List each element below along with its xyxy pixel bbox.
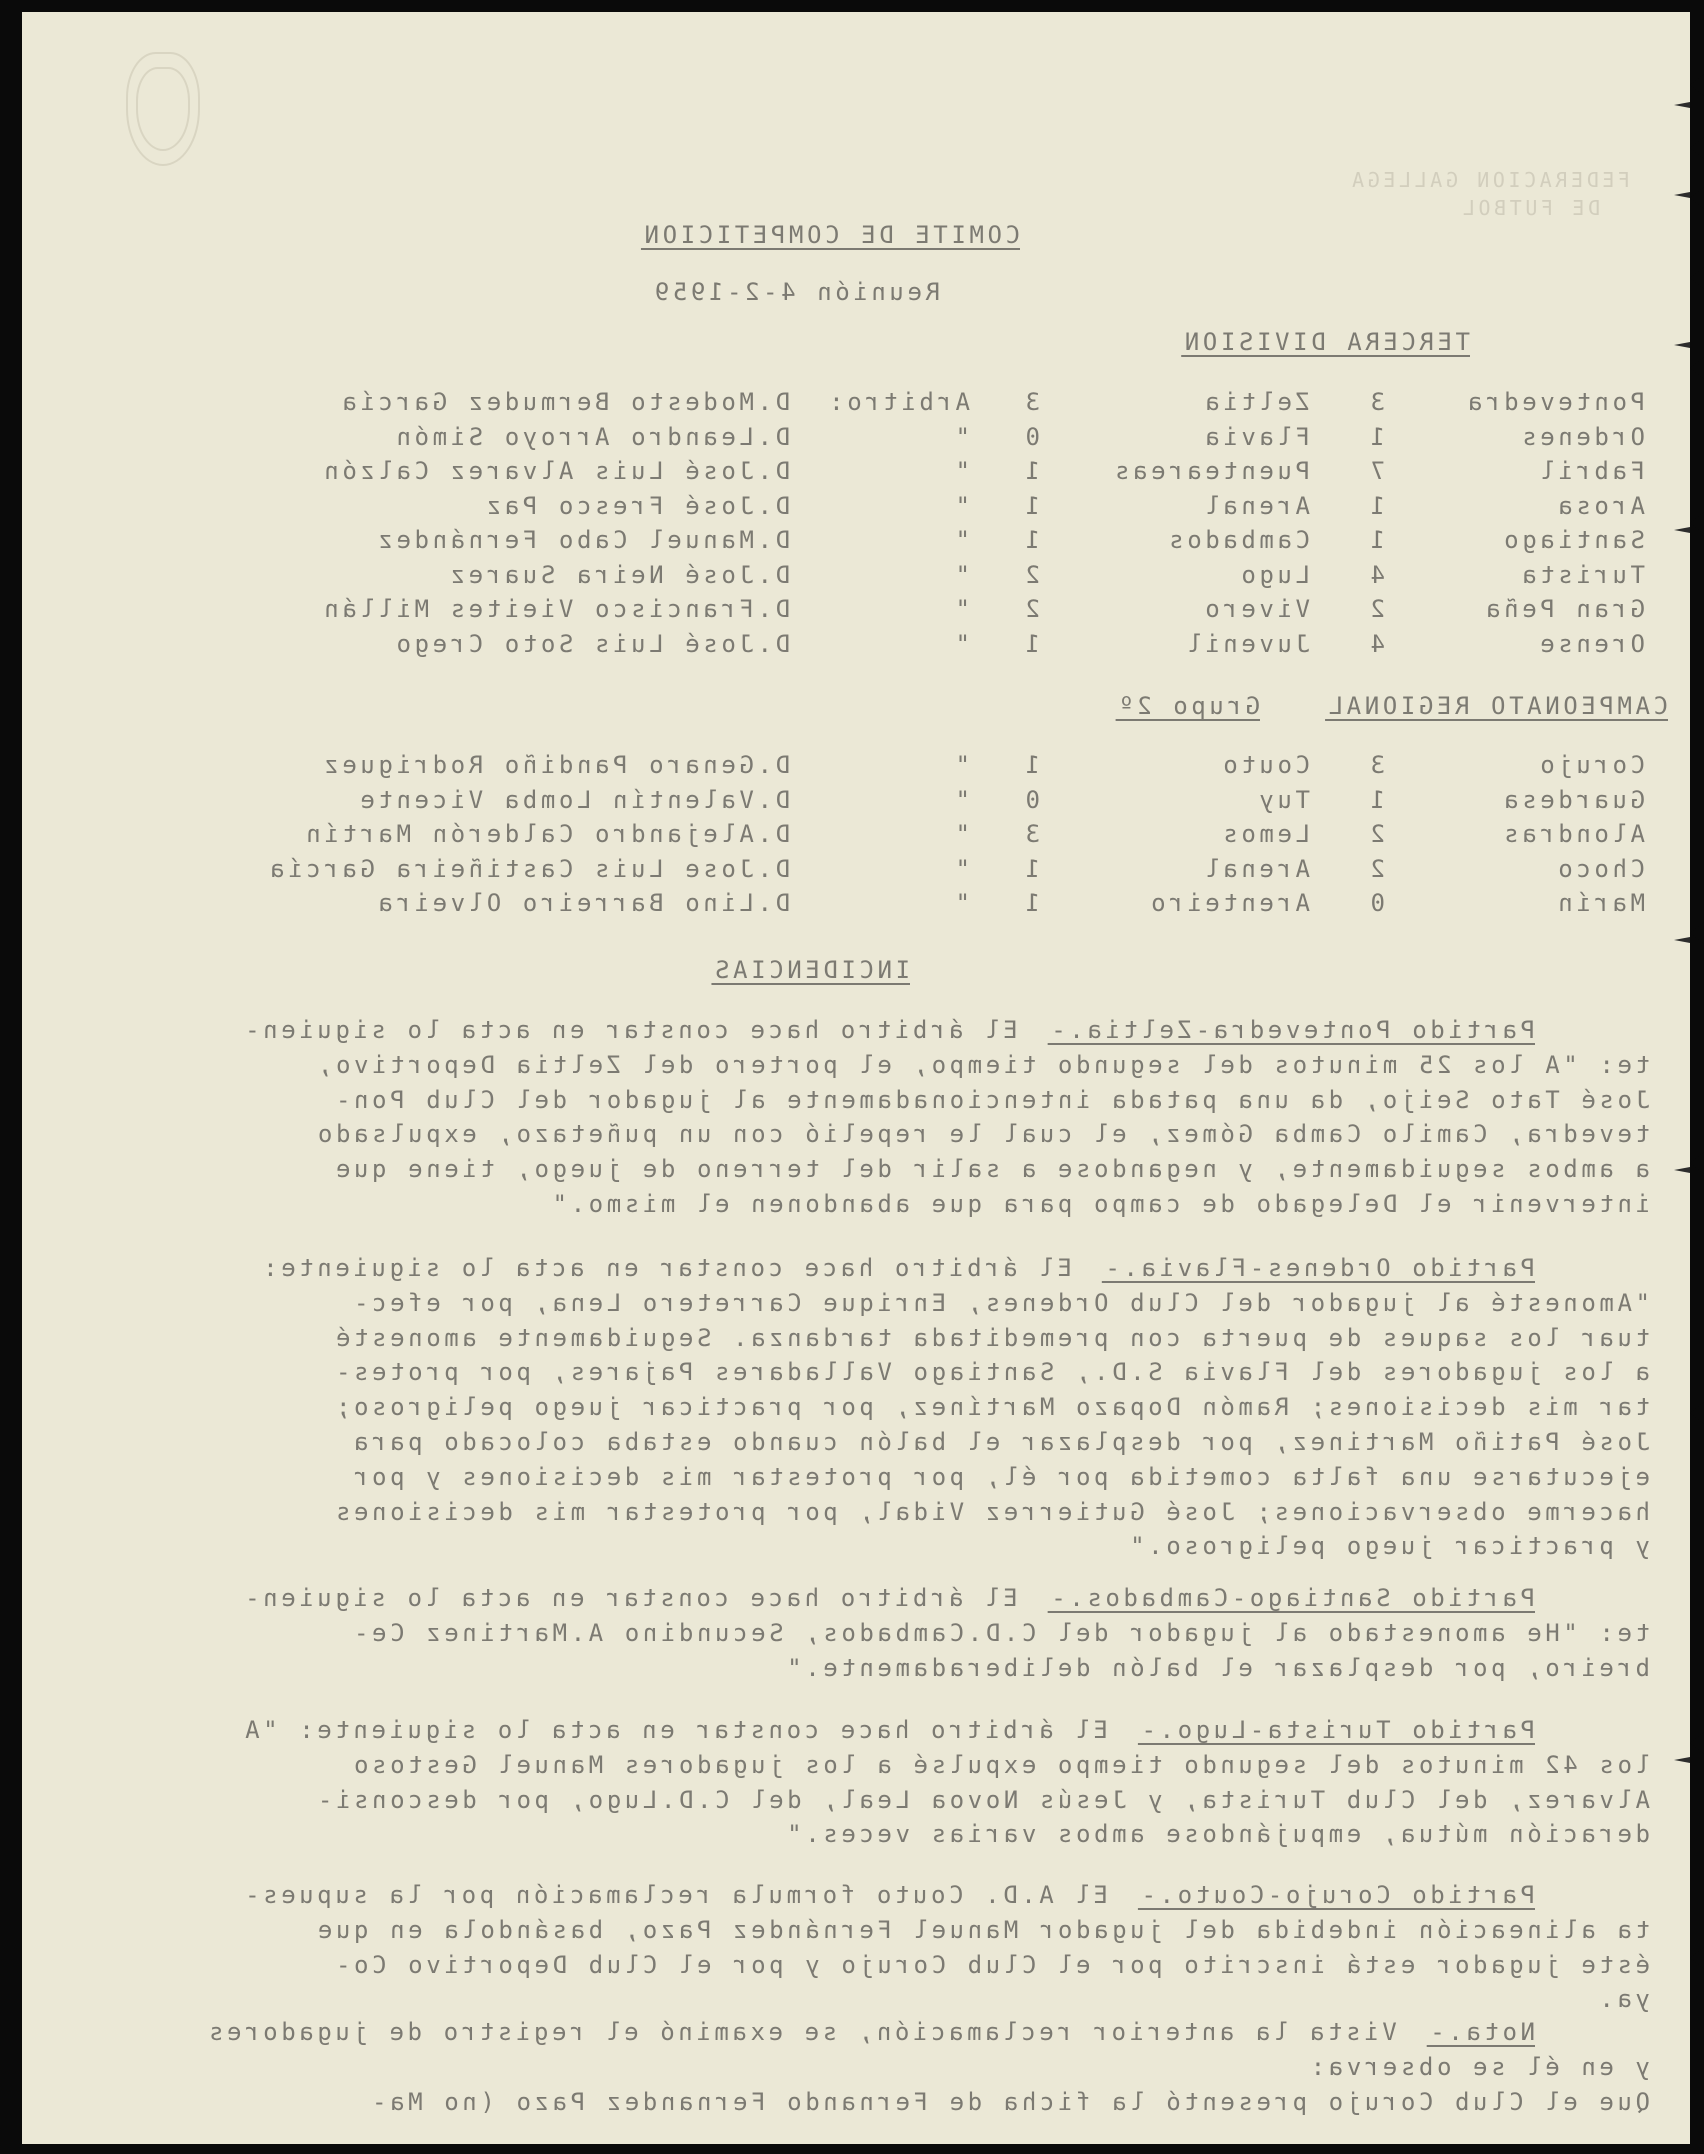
tercera-row-ref: D.Leandro Arroyo Simón xyxy=(392,422,790,451)
regional-row-label: " xyxy=(951,820,970,848)
meeting-date: Reunión 4-2-1959 xyxy=(651,278,940,306)
tercera-row-home: Orense xyxy=(1536,629,1645,658)
incident-line: El A.D. Couto formula reclamación por la supues- xyxy=(241,1881,1108,1909)
regional-group: Grupo 2º xyxy=(1115,692,1260,720)
tercera-row-label: " xyxy=(951,457,970,485)
tercera-row-label: " xyxy=(951,560,970,589)
tercera-row-away: Juvenil xyxy=(1183,629,1310,658)
tercera-row-label: " xyxy=(951,595,970,623)
tercera-row-label: " xyxy=(951,422,970,451)
faint-letterhead-2: DE FUTBOL xyxy=(1459,196,1600,220)
regional-row-away: Tuy xyxy=(1255,785,1310,814)
tercera-row-home: Pontevedra xyxy=(1464,388,1645,416)
tercera-row-ref: D.Manuel Cabo Fernández xyxy=(374,526,790,554)
tercera-row-away: Lugo xyxy=(1237,560,1310,589)
regional-row-away: Arenal xyxy=(1201,854,1310,883)
tercera-row-ref: D.José Fresco Paz xyxy=(483,491,790,520)
perforation-mark xyxy=(1690,1152,1704,1174)
incident-line: y practicar juego peligroso." xyxy=(1126,1532,1650,1561)
tercera-row-ref: D.Francisco Vieites Millán xyxy=(320,595,790,623)
tercera-row-away: Arenal xyxy=(1201,491,1310,520)
tercera-row-as: 1 xyxy=(1021,457,1040,485)
faint-letterhead: FEDERACION GALLEGA xyxy=(1348,168,1630,192)
incident-title: Partido Pontevedra-Zeltia.- xyxy=(1047,1016,1535,1044)
regional-row-ref: D.Alejandro Calderón Martín xyxy=(302,820,790,848)
regional-row-as: 3 xyxy=(1021,820,1040,848)
regional-row-ref: D.Lino Barreiro Olveira xyxy=(374,889,790,917)
tercera-row-hs: 1 xyxy=(1366,491,1385,520)
perforation-mark xyxy=(1690,267,1704,289)
tercera-row-hs: 1 xyxy=(1366,422,1385,451)
tercera-row-ref: D.Modesto Bermudez García xyxy=(338,388,790,416)
mirrored-bleed-through-text xyxy=(22,12,1690,2144)
incident-line: José Patiño Martinez, por desplazar el balón cuando estaba colocado para xyxy=(350,1428,1650,1456)
tercera-row-as: 0 xyxy=(1021,422,1040,451)
tercera-row-ref: D.José Neira Suarez xyxy=(447,560,790,589)
incident-line: te: "A los 25 minutos del segundo tiempo, el portero del Zeltia Deportivo, xyxy=(314,1050,1650,1079)
incident-line: éste jugador está inscrito por el Club Corujo y por el Club Deportivo Co- xyxy=(332,1950,1650,1979)
tercera-row-away: Flavia xyxy=(1201,422,1310,451)
perforation-mark xyxy=(1690,512,1704,534)
tercera-row-as: 2 xyxy=(1021,560,1040,589)
regional-row-hs: 1 xyxy=(1366,785,1385,814)
incident-line: a los jugadores del Flavia S.D., Santiago Valladares Pajares, por protes- xyxy=(332,1358,1650,1387)
perforation-mark xyxy=(1690,187,1704,209)
incident-line: deración mútua, empujándose ambos varias veces." xyxy=(783,1820,1650,1849)
incident-line: El árbitro hace constar en acta lo siguien- xyxy=(241,1016,1018,1044)
perforation-mark xyxy=(1690,357,1704,379)
incident-line: El árbitro hace constar en acta lo siguiente: xyxy=(259,1254,1072,1282)
regional-row-home: Guardesa xyxy=(1500,785,1645,814)
incident-title: Partido Turista-Lugo.- xyxy=(1137,1716,1535,1744)
incident-line: "Amonesté al jugador del Club Ordenes, Enrique Carretero Lena, por efec- xyxy=(350,1288,1650,1317)
regional-row-hs: 2 xyxy=(1366,854,1385,883)
perforation-mark xyxy=(1690,1402,1704,1424)
regional-row-as: 1 xyxy=(1021,889,1040,917)
tercera-row-hs: 2 xyxy=(1366,595,1385,623)
tercera-row-ref: D.José Luis Alvarez Calzón xyxy=(320,457,790,485)
regional-row-ref: D.Genaro Pandiño Rodriguez xyxy=(320,751,790,779)
document-page xyxy=(22,12,1690,2144)
regional-row-label: " xyxy=(951,889,970,917)
tercera-row-hs: 4 xyxy=(1366,629,1385,658)
incident-line: intervenir el Delegado de campo para que abandonen el mismo." xyxy=(548,1190,1650,1218)
perforation-mark xyxy=(1690,1732,1704,1754)
tercera-row-as: 3 xyxy=(1021,388,1040,416)
tercera-row-hs: 4 xyxy=(1366,560,1385,589)
tercera-row-as: 1 xyxy=(1021,491,1040,520)
incident-line: Que el Club Corujo presentó la ficha de Fernando Fernandez Pazo (no Ma- xyxy=(368,2087,1650,2116)
incident-line: Alvarez, del Club Turista, y Jesús Novoa Leal, del C.D.Lugo, por desconsi- xyxy=(314,1785,1650,1814)
regional-row-home: Corujo xyxy=(1536,751,1645,779)
tercera-row-hs: 1 xyxy=(1366,526,1385,554)
regional-heading: CAMPEONATO REGIONAL xyxy=(1325,692,1668,720)
tercera-row-label: " xyxy=(951,491,970,520)
regional-row-away: Lemos xyxy=(1219,820,1310,848)
tercera-row-label: " xyxy=(951,629,970,658)
emblem-ghost-icon xyxy=(136,67,190,151)
incident-line: El árbitro hace constar en acta lo siguien- xyxy=(241,1584,1018,1612)
incident-line: tevedra, Camilo Camba Gómez, el cual le repelió con un puñetazo, expulsado xyxy=(314,1120,1650,1149)
incident-line: breiro, por desplazar el balón deliberadamente." xyxy=(783,1653,1650,1682)
regional-row-home: Choco xyxy=(1554,854,1645,883)
tercera-row-home: Ordenes xyxy=(1518,422,1645,451)
incident-line: ejecutarse una falta cometida por él, por protestar mis decisiones y por xyxy=(350,1462,1650,1491)
tercera-row-home: Arosa xyxy=(1554,491,1645,520)
incident-line: Vista la anterior reclamación, se examinó el registro de jugadores xyxy=(205,2018,1397,2046)
regional-row-home: Alondras xyxy=(1500,820,1645,848)
regional-row-as: 1 xyxy=(1021,854,1040,883)
incident-title: Partido Santiago-Cambados.- xyxy=(1047,1584,1535,1612)
regional-row-ref: D.Jose Luis Castiñeira García xyxy=(266,854,790,883)
regional-row-label: " xyxy=(951,751,970,779)
incident-line: ya. xyxy=(1595,1985,1650,2014)
page-title: COMITE DE COMPETICION xyxy=(640,221,1020,249)
incident-title: Partido Corujo-Couto.- xyxy=(1137,1881,1535,1909)
incidencias-heading: INCIDENCIAS xyxy=(711,956,910,984)
perforation-mark xyxy=(1690,922,1704,944)
regional-row-as: 1 xyxy=(1021,751,1040,779)
tercera-row-home: Turista xyxy=(1518,560,1645,589)
tercera-row-home: Gran Peña xyxy=(1482,595,1645,623)
regional-row-label: " xyxy=(951,854,970,883)
regional-row-hs: 0 xyxy=(1366,889,1385,917)
incident-line: tuar los saques de puerta con premeditada tardanza. Seguidamente amonesté xyxy=(332,1323,1650,1352)
incident-line: a ambos seguidamente, y negandose a salir del terreno de juego, tiene que xyxy=(332,1155,1650,1184)
incident-line: José Tato Seijo, da una patada intencionadamente al jugador del Club Pon- xyxy=(332,1085,1650,1114)
regional-row-home: Marín xyxy=(1554,889,1645,917)
regional-row-hs: 3 xyxy=(1366,751,1385,779)
regional-row-as: 0 xyxy=(1021,785,1040,814)
tercera-row-hs: 3 xyxy=(1366,388,1385,416)
tercera-row-away: Vivero xyxy=(1201,595,1310,623)
tercera-heading: TERCERA DIVISION xyxy=(1181,328,1470,356)
perforation-mark xyxy=(1690,137,1704,159)
tercera-row-label: Arbitro: xyxy=(825,388,970,416)
tercera-row-hs: 7 xyxy=(1366,457,1385,485)
tercera-row-away: Cambados xyxy=(1165,526,1310,554)
incident-line: ta alineación indebida del jugador Manuel Fernández Pazo, basándola en que xyxy=(314,1915,1650,1944)
regional-row-label: " xyxy=(951,785,970,814)
tercera-row-away: Zeltia xyxy=(1201,388,1310,416)
incident-line: los 42 minutos del segundo tiempo expulsé a los jugadores Manuel Gestoso xyxy=(350,1750,1650,1779)
tercera-row-as: 1 xyxy=(1021,526,1040,554)
incident-title: Nota.- xyxy=(1426,2018,1535,2046)
regional-row-hs: 2 xyxy=(1366,820,1385,848)
incident-line: te: "He amonestado al jugador del C.D.Cambados, Secundino A.Martinez Ce- xyxy=(350,1618,1650,1647)
incident-line: tar mis decisiones; Ramón Dopazo Martínez, por practicar juego peligroso; xyxy=(332,1393,1650,1422)
incident-title: Partido Ordenes-Flavia.- xyxy=(1101,1254,1535,1282)
tercera-row-label: " xyxy=(951,526,970,554)
tercera-row-as: 1 xyxy=(1021,629,1040,658)
regional-row-away: Arenteiro xyxy=(1147,889,1310,917)
tercera-row-ref: D.José Luis Soto Crego xyxy=(392,629,790,658)
perforation-mark xyxy=(1690,1947,1704,1969)
tercera-row-as: 2 xyxy=(1021,595,1040,623)
tercera-row-home: Fabril xyxy=(1536,457,1645,485)
perforation-mark xyxy=(1690,74,1704,96)
incident-line: y en él se observa: xyxy=(1307,2052,1650,2081)
tercera-row-home: Santiago xyxy=(1500,526,1645,554)
regional-row-away: Couto xyxy=(1219,751,1310,779)
incident-line: El árbitro hace constar en acta lo siguiente: "A xyxy=(241,1716,1108,1744)
tercera-row-away: Puenteareas xyxy=(1111,457,1310,485)
regional-row-ref: D.Valentín Lomba Vicente xyxy=(356,785,790,814)
incident-line: hacerme observaciones; José Gutierrez Vidal, por protestar mis decisiones xyxy=(332,1497,1650,1526)
